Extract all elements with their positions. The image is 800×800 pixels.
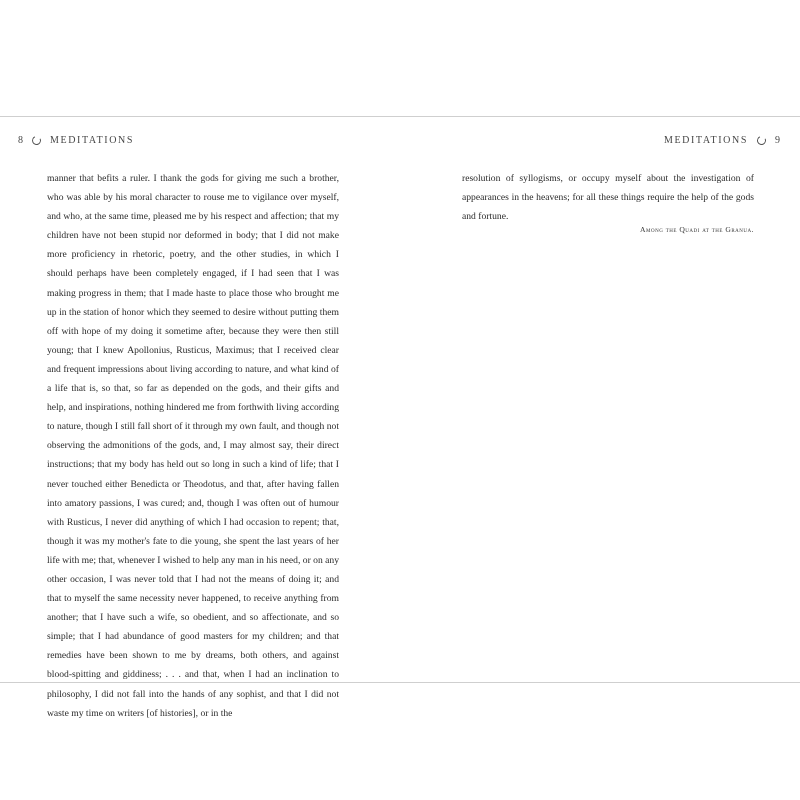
left-body-text: manner that befits a ruler. I thank the gods for giving me such a brother, who was able by his moral character to rouse me to vigilance over myself, and who, at the same time, pleased me by his respect and affection; that my children have not been stupid nor deformed in body; that I did not make more proficiency in rhetoric, poetry, and the other studies, in which I should perhaps have been completely engaged, if I had seen that I was making progress in them; that I made haste to place those who brought me up in the station of honor which they seemed to desire without putting them off with hope of my doing it sometime after, because they were then still young; that I knew Apollonius, Rusticus, Maximus; that I received clear and frequent impressions about living according to nature, and what kind of a life that is, so that, so far as depended on the gods, and their gifts and help, and inspirations, nothing hindered me from forthwith living according to nature, though I still fall short of it through my own fault, and though not observing the admonitions of the gods, and, I may almost say, their direct instructions; that my body has held out so long in such a kind of life; that I never touched either Benedicta or Theodotus, and that, after having fallen into amatory passions, I was cured; and, though I was often out of humour with Rusticus, I never did anything of which I had occasion to repent; that, though it was my mother's fate to die young, she spent the last years of her life with me; that, whenever I wished to help any man in his need, or on any other occasion, I was never told that I had not the means of doing it; and that to myself the same necessity never happened, to receive anything from another; that I have such a wife, so obedient, and so affectionate, and so simple; that I had abundance of good masters for my children; and that remedies have been shown to me by dreams, both others, and against blood-spitting and giddiness; . . . and that, when I had an inclination to philosophy, I did not fall into the hands of any sophist, and that I did not waste my time on writers [of histories], or in the	[47, 173, 340, 719]
left-running-header	[18, 135, 134, 146]
location-signoff: Among the Quadi at the Granua.	[640, 225, 754, 234]
crescent-ornament-icon	[756, 135, 768, 147]
left-page-number: 8	[18, 135, 23, 146]
crescent-ornament-icon	[31, 135, 43, 147]
right-page	[400, 117, 800, 682]
book-spread	[0, 116, 800, 719]
left-running-head-title: MEDITATIONS	[50, 135, 135, 146]
right-running-head-title: MEDITATIONS	[663, 135, 748, 146]
right-body-text: resolution of syllogisms, or occupy myself about the investigation of appearances in the heavens; for all these things require the help of the gods and fortune.	[462, 173, 754, 223]
right-running-header	[664, 135, 780, 146]
right-page-number: 9	[775, 135, 780, 146]
left-page	[0, 117, 400, 719]
